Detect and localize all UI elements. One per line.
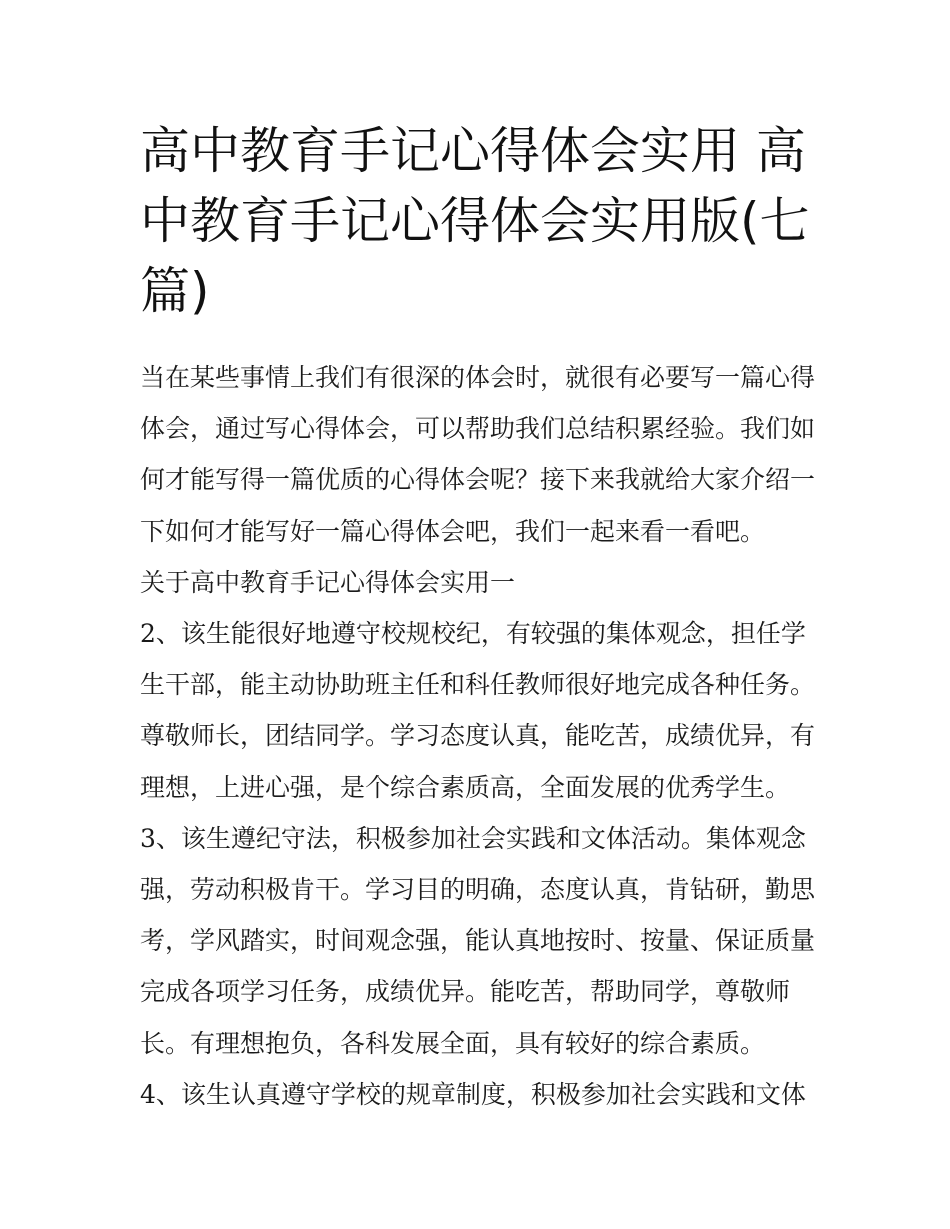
item-paragraph-3: 3、该生遵纪守法，积极参加社会实践和文体活动。集体观念强，劳动积极肯干。学习目的明确，态度认真，肯钻研，勤思考，学风踏实，时间观念强，能认真地按时、按量、保证质量完成各项学习任务，成绩优异。能吃苦，帮助同学，尊敬师长。有理想抱负，各科发展全面，具有较好的综合素质。 <box>140 823 816 1058</box>
section-heading: 关于高中教育手记心得体会实用一 <box>140 567 516 597</box>
document-title: 高中教育手记心得体会实用 高中教育手记心得体会实用版(七篇) <box>140 122 810 320</box>
item-paragraph-4: 4、该生认真遵守学校的规章制度，积极参加社会实践和文体 <box>140 1079 806 1109</box>
document-body <box>140 352 820 1120</box>
item-paragraph-2: 2、该生能很好地遵守校规校纪，有较强的集体观念，担任学生干部，能主动协助班主任和科任教师很好地完成各种任务。尊敬师长，团结同学。学习态度认真，能吃苦，成绩优异，有理想，上进心强，是个综合素质高，全面发展的优秀学生。 <box>140 619 816 802</box>
intro-paragraph: 当在某些事情上我们有很深的体会时，就很有必要写一篇心得体会，通过写心得体会，可以帮助我们总结积累经验。我们如何才能写得一篇优质的心得体会呢？接下来我就给大家介绍一下如何才能写好一篇心得体会吧，我们一起来看一看吧。 <box>140 363 816 546</box>
